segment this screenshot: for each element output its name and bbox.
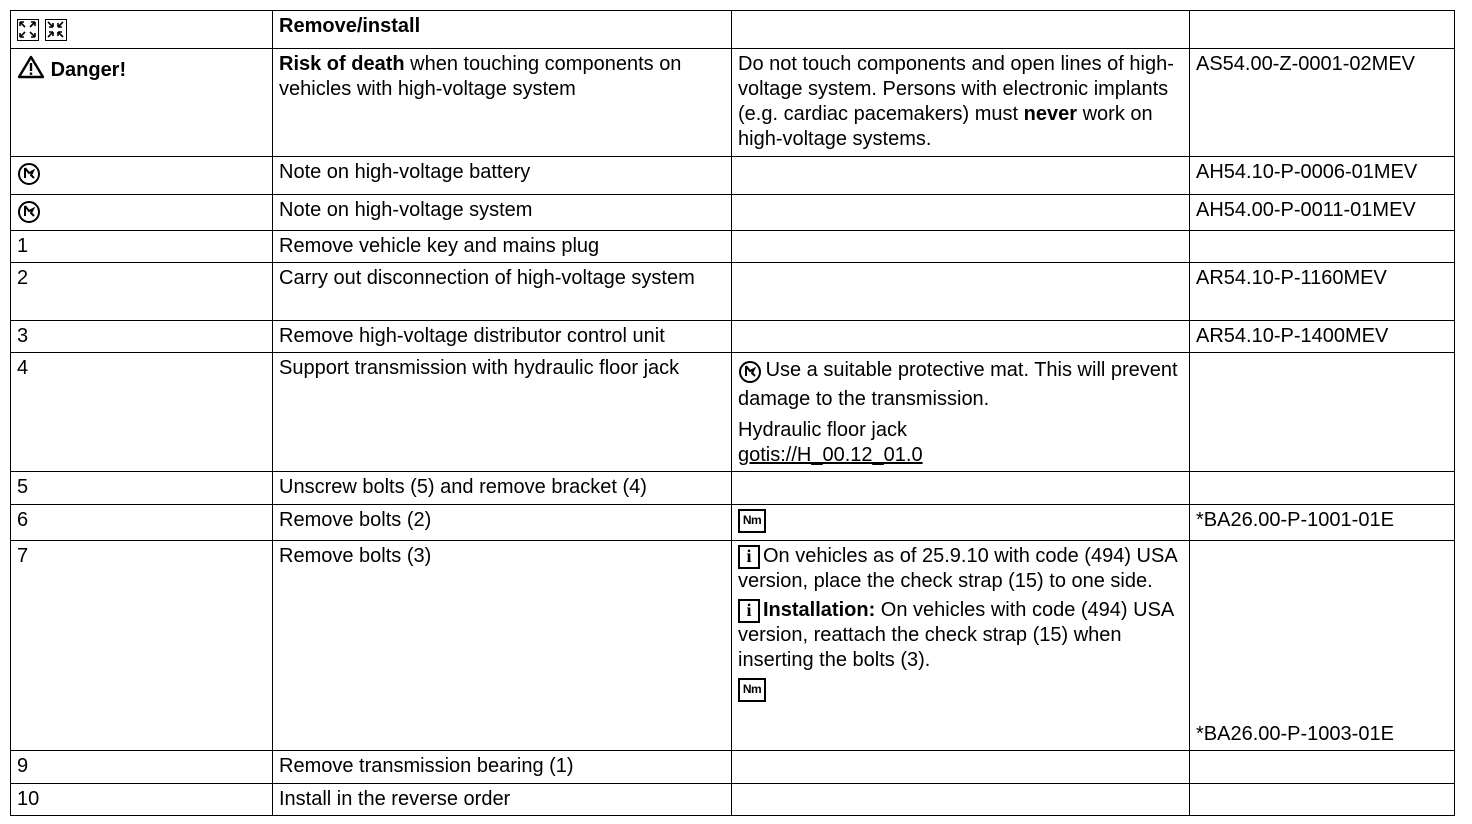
check-strap-note: On vehicles as of 25.9.10 with code (494) USA version, place the check strap (15) to one side. [738,545,1177,592]
tool-name: Hydraulic floor jack [738,419,907,441]
section-title: Remove/install [273,11,732,49]
step-ref[interactable]: AR54.10-P-1400MEV [1190,321,1455,353]
step-row [11,751,1455,784]
step-row [11,263,1455,321]
step-ref[interactable]: AR54.10-P-1160MEV [1190,263,1455,321]
step-row [11,231,1455,263]
warning-triangle-icon [17,55,45,86]
step-row [11,541,1455,751]
step-text: Remove bolts (3) [273,541,732,751]
danger-ref[interactable]: AS54.00-Z-0001-02MEV [1190,49,1455,157]
protective-mat-note: Use a suitable protective mat. This will prevent damage to the transmission. [738,359,1178,410]
risk-description: when touching components on vehicles with high-voltage system [279,53,682,100]
expand-arrows-icon[interactable] [17,19,39,41]
torque-nm-icon[interactable]: Nm [738,509,766,533]
step-number: 3 [11,321,273,353]
torque-nm-icon[interactable]: Nm [738,678,766,702]
step-number: 6 [11,505,273,541]
step-text: Install in the reverse order [273,784,732,816]
collapse-arrows-icon[interactable] [45,19,67,41]
note-hand-icon [738,360,760,382]
step-text: Support transmission with hydraulic floor jack [273,353,732,472]
step-text: Remove high-voltage distributor control unit [273,321,732,353]
step-row [11,784,1455,816]
tool-link[interactable]: gotis://H_00.12_01.0 [738,444,923,466]
step-ref[interactable]: *BA26.00-P-1003-01E [1196,723,1394,745]
installation-label: Installation: [763,599,876,621]
step-notes-cell [732,353,1190,472]
procedure-table [10,10,1455,816]
step-number: 10 [11,784,273,816]
danger-label-cell [11,49,273,157]
info-icon: i [738,599,760,623]
step-row [11,505,1455,541]
step-number: 4 [11,353,273,472]
note-battery-text: Note on high-voltage battery [273,157,732,195]
step-row [11,353,1455,472]
danger-label: Danger! [50,58,127,81]
step-number: 2 [11,263,273,321]
step-text: Remove bolts (2) [273,505,732,541]
expand-controls-cell [11,11,273,49]
danger-measure-cell: Do not touch components and open lines of high-voltage system. Persons with electronic implants (e.g. cardiac pacemakers) must never work on high-voltage systems. [732,49,1190,157]
info-icon: i [738,545,760,569]
header-row [11,11,1455,49]
step-row [11,472,1455,505]
step-ref[interactable]: *BA26.00-P-1001-01E [1190,505,1455,541]
danger-row [11,49,1455,157]
step-number: 7 [11,541,273,751]
note-system-text: Note on high-voltage system [273,195,732,231]
risk-title: Risk of death [279,53,405,75]
note-hand-icon [17,200,39,222]
danger-risk-cell [273,49,732,157]
step-text: Remove transmission bearing (1) [273,751,732,784]
step-number: 9 [11,751,273,784]
note-row-system [11,195,1455,231]
step-notes-cell [732,541,1190,751]
step-text: Unscrew bolts (5) and remove bracket (4) [273,472,732,505]
step-number: 5 [11,472,273,505]
step-text: Carry out disconnection of high-voltage system [273,263,732,321]
step-row [11,321,1455,353]
step-text: Remove vehicle key and mains plug [273,231,732,263]
note-system-ref[interactable]: AH54.00-P-0011-01MEV [1190,195,1455,231]
step-number: 1 [11,231,273,263]
note-row-battery [11,157,1455,195]
note-battery-ref[interactable]: AH54.10-P-0006-01MEV [1190,157,1455,195]
note-hand-icon [17,162,39,184]
installation-note: On vehicles with code (494) USA version, reattach the check strap (15) when inserting the bolts (3). [738,599,1174,671]
